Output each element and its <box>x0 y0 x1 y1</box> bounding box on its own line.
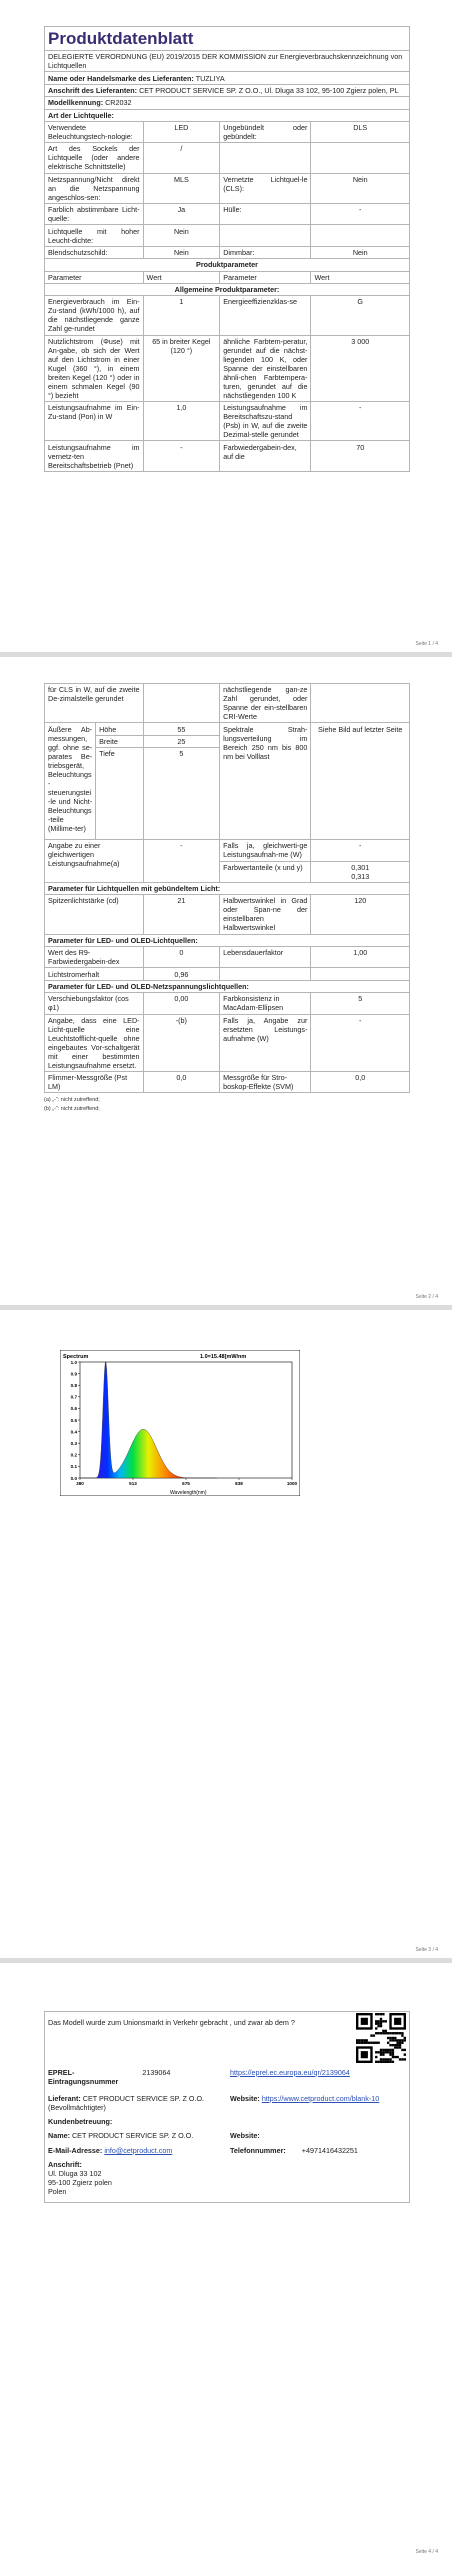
email-link[interactable]: info@cetproduct.com <box>104 2145 173 2155</box>
page-number: Seite 1 / 4 <box>415 640 438 647</box>
width-value: 25 <box>143 735 220 747</box>
row-value: - <box>311 1014 410 1071</box>
footnote-b: (b) „-“: nicht zutreffend; <box>44 1106 100 1113</box>
y-tick-label: 1.0 <box>70 1359 77 1365</box>
lightsource-type-heading: Art der Lichtquelle: <box>45 109 410 121</box>
mains-heading: Parameter für LED- und OLED-Netzspannungslichtquellen: <box>45 980 410 992</box>
supplier-name-row <box>45 72 410 84</box>
table-row <box>45 993 410 1014</box>
regulation-text: DELEGIERTE VERORDNUNG (EU) 2019/2015 DER KOMMISSION zur Energieverbrauchskennzeichnung von Lichtquellen <box>45 51 410 72</box>
row-label: Farblich abstimmbare Licht-quelle: <box>45 204 144 225</box>
row-value: 120 <box>311 895 410 934</box>
address-line: 95-100 Zgierz polen <box>48 2177 112 2187</box>
x-axis-label: Wavelength(nm) <box>170 1490 207 1496</box>
row-label: Netzspannung/Nicht direkt an die Netzspannung angeschlos-sen: <box>45 173 144 203</box>
column-header: Wert <box>311 271 410 283</box>
x-tick-label: 838 <box>235 1481 243 1486</box>
row-value: / <box>143 143 220 173</box>
row-value: 1,0 <box>143 402 220 441</box>
website-label: Website: <box>229 2093 260 2103</box>
page-2 <box>0 657 452 1305</box>
row-label: Farbwiedergabein-dex, auf die <box>220 441 311 471</box>
row-label: ähnliche Farbtem-peratur, gerundet auf die nächst-liegenden 100 K, oder Spanne der einstellbaren ähnli-chen Farbtempera-turen, gerundet auf die nächstliegenden 100 K <box>220 335 311 401</box>
table-row <box>45 225 410 246</box>
table-row <box>45 296 410 335</box>
phone-label: Telefonnummer: <box>229 2145 286 2155</box>
supplier-address-label: Anschrift des Lieferanten: <box>48 85 138 95</box>
name-label: Name: <box>48 2131 70 2141</box>
y-tick-label: 0.1 <box>70 1464 77 1470</box>
supplier-name: TUZLIYA <box>195 73 225 83</box>
table-row <box>45 947 410 968</box>
datasheet-page-2 <box>44 683 410 1114</box>
y-tick-label: 0.8 <box>70 1383 77 1388</box>
table-row <box>45 1014 410 1071</box>
table-row <box>45 246 410 258</box>
y-tick-label: 0.0 <box>70 1475 77 1481</box>
spectrum-chart <box>60 1350 300 1496</box>
row-value: 21 <box>143 895 220 934</box>
chart-title: Spectrum <box>63 1354 89 1360</box>
footnotes <box>44 1096 410 1114</box>
row-label: Falls ja, gleichwerti-ge Leistungsaufnah-me (W) <box>220 840 311 861</box>
eprel-value: 2139064 <box>142 2067 171 2077</box>
height-value: 55 <box>143 723 220 735</box>
website-label-2: Website: <box>229 2131 260 2141</box>
dimensions-label: Äußere Ab-messungen, ggf. ohne se-parates Be-triebsgerät, Beleuchtungs-steuerungstei-le und Nicht-Beleuchtungs-teile (Millime-ter) <box>45 723 96 840</box>
email-label: E-Mail-Adresse: <box>48 2145 103 2155</box>
qr-code <box>326 2012 410 2067</box>
row-value: DLS <box>311 121 410 142</box>
name-value: CET PRODUCT SERVICE SP. Z O.O. <box>71 2131 194 2141</box>
table-row <box>45 840 410 861</box>
row-value: Ja <box>143 204 220 225</box>
eprel-label: EPREL-Eintragungsnummer <box>48 2067 119 2086</box>
x-tick-label: 513 <box>129 1481 137 1486</box>
row-label: Messgröße für Stro-boskop-Effekte (SVM) <box>220 1071 311 1092</box>
depth-label: Tiefe <box>96 748 143 840</box>
chromaticity-y: 0,313 <box>351 871 370 881</box>
model-label: Modellkennung: <box>48 98 104 108</box>
row-value: 0 <box>143 947 220 968</box>
spectral-label: Spektrale Strah-lungsverteilung im Bereich 250 nm bis 800 nm bei Volllast <box>220 723 311 840</box>
page-number: Seite 4 / 4 <box>415 2548 438 2555</box>
width-label: Breite <box>96 735 143 747</box>
equivalent-power-value: - <box>143 840 220 883</box>
table-header-row <box>45 271 410 283</box>
row-label: Blendschutzschild: <box>45 246 144 258</box>
table-row <box>45 335 410 401</box>
table-row <box>45 121 410 142</box>
page-title: Produktdatenblatt <box>44 26 410 50</box>
row-label: Flimmer-Messgröße (Pst LM) <box>45 1071 144 1092</box>
row-label: Verwendete Beleuchtungstech-nologie: <box>45 121 144 142</box>
phone-value: +4971416432251 <box>301 2145 358 2155</box>
row-label: Angabe, dass eine LED-Licht-quelle eine Leuchtstofflicht-quelle ohne eingebautes Vor-schaltgerät mit einer bestimmten Leistungsaufnahme ersetzt. <box>45 1014 144 1071</box>
row-label: Hülle: <box>220 204 311 225</box>
row-label: Verschiebungsfaktor (cos φ1) <box>45 993 144 1014</box>
directional-heading: Parameter für Lichtquellen mit gebündeltem Licht: <box>45 882 410 894</box>
supplier-address: CET PRODUCT SERVICE SP. Z O.O., Ul. Dluga 33 102, 95-100 Zgierz polen, PL <box>139 85 399 95</box>
row-value: 70 <box>311 441 410 471</box>
row-value: 1,00 <box>311 947 410 968</box>
row-label <box>220 225 311 246</box>
row-value: 3 000 <box>311 335 410 401</box>
table-row <box>45 895 410 934</box>
row-value: - <box>143 441 220 471</box>
y-tick-label: 0.5 <box>70 1417 77 1423</box>
row-value: 65 in breiter Kegel (120 °) <box>143 335 220 401</box>
row-label: Leistungsaufnahme im vernetz-ten Bereitschaftsbetrieb (Pnet) <box>45 441 144 471</box>
supplier-name-label: Name oder Handelsmarke des Lieferanten: <box>48 73 194 83</box>
row-value: Nein <box>143 246 220 258</box>
contact-block <box>44 2011 410 2203</box>
table-row <box>45 173 410 203</box>
row-value: 0,96 <box>143 968 220 980</box>
y-tick-label: 0.7 <box>70 1394 77 1400</box>
column-header: Parameter <box>45 271 144 283</box>
table-row <box>45 402 410 441</box>
row-label: Vernetzte Lichtquel-le (CLS): <box>220 173 311 203</box>
row-label: Leistungsaufnahme im Bereitschaftszu-stand (Psb) in W, auf die zweite Dezimal-stelle gerundet <box>220 402 311 441</box>
row-value: - <box>311 402 410 441</box>
row-value: 1 <box>143 296 220 335</box>
address-label: Anschrift: <box>48 2159 82 2169</box>
row-label: Dimmbar: <box>220 246 311 258</box>
row-value: LED <box>143 121 220 142</box>
address-block <box>45 2156 410 2203</box>
model-id: CR2032 <box>105 98 132 108</box>
chromaticity-value <box>311 861 410 882</box>
row-value: Nein <box>311 173 410 203</box>
eprel-link[interactable]: https://eprel.ec.europa.eu/qr/2139064 <box>229 2067 350 2077</box>
row-label: Ungebündelt oder gebündelt: <box>220 121 311 142</box>
row-value: G <box>311 296 410 335</box>
y-tick-label: 0.4 <box>70 1429 77 1435</box>
market-intro: Das Modell wurde zum Unionsmarkt in Verkehr gebracht , und zwar ab dem ? <box>48 2018 295 2027</box>
general-params-heading: Allgemeine Produktparameter: <box>45 283 410 295</box>
row-label: Lichtquelle mit hoher Leucht-dichte: <box>45 225 144 246</box>
row-value: 5 <box>311 993 410 1014</box>
website-link[interactable]: https://www.cetproduct.com/blank-10 <box>261 2093 380 2103</box>
supplier-value: CET PRODUCT SERVICE SP. Z O.O. (Bevollmächtigter) <box>48 2093 205 2112</box>
column-header: Wert <box>143 271 220 283</box>
product-params-heading: Produktparameter <box>45 259 410 271</box>
height-label: Höhe <box>96 723 143 735</box>
row-label <box>220 143 311 173</box>
table-row <box>45 143 410 173</box>
table-row <box>45 968 410 980</box>
row-value: Nein <box>311 246 410 258</box>
row-value: 0,0 <box>311 1071 410 1092</box>
row-value <box>311 225 410 246</box>
chart-legend-scale: 1.0=15.48[mW/nm <box>200 1354 247 1360</box>
row-value: Nein <box>143 225 220 246</box>
page-number: Seite 3 / 4 <box>415 1946 438 1953</box>
row-value: - <box>311 840 410 861</box>
row-label: Nutzlichtstrom (Φuse) mit An-gabe, ob sich der Wert auf den Lichtstrom in einer Kugel (360 °), in einem breiten Kegel (120 °) oder in einem schmalen Kegel (90 °) bezieht <box>45 335 144 401</box>
address-line: Polen <box>48 2186 67 2196</box>
table-row <box>45 441 410 471</box>
row-label: für CLS in W, auf die zweite De-zimalstelle gerundet <box>45 684 144 723</box>
y-tick-label: 0.6 <box>70 1406 77 1412</box>
y-tick-label: 0.3 <box>70 1441 77 1446</box>
page-number: Seite 2 / 4 <box>415 1293 438 1300</box>
x-tick-label: 675 <box>182 1481 190 1486</box>
table-row <box>45 204 410 225</box>
row-label: Wert des R9-Farbwiedergabein-dex <box>45 947 144 968</box>
row-label: Art des Sockels der Lichtquelle (oder andere elektrische Schnittstelle) <box>45 143 144 173</box>
column-header: Parameter <box>220 271 311 283</box>
table-row <box>45 684 410 723</box>
chart-frame <box>60 1350 300 1496</box>
page-1 <box>0 0 452 652</box>
led-heading: Parameter für LED- und OLED-Lichtquellen: <box>45 934 410 946</box>
y-tick-label: 0.9 <box>70 1371 77 1377</box>
spectral-value: Siehe Bild auf letzter Seite <box>311 723 410 840</box>
row-value: -(b) <box>143 1014 220 1071</box>
chromaticity-label: Farbwertanteile (x und y) <box>220 861 311 882</box>
model-row <box>45 97 410 109</box>
qr-code-icon <box>356 2013 406 2063</box>
y-tick-label: 0.2 <box>70 1452 77 1458</box>
row-label: Halbwertswinkel in Grad oder Span-ne der einstellbaren Halbwertswinkel <box>220 895 311 934</box>
row-label: Energieverbrauch im Ein-Zu-stand (kWh/1000 h), auf die nächstliegende ganze Zahl ge-rundet <box>45 296 144 335</box>
row-label: nächstliegende gan-ze Zahl gerundet, oder Spanne der ein-stellbaren CRI-Werte <box>220 684 311 723</box>
x-tick-label: 1000 <box>286 1481 298 1486</box>
row-label: Spitzenlichtstärke (cd) <box>45 895 144 934</box>
page-4 <box>0 1963 452 2560</box>
row-label: Leistungsaufnahme im Ein-Zu-stand (Pon) in W <box>45 402 144 441</box>
row-label: Lebensdauerfaktor <box>220 947 311 968</box>
row-value: 0,0 <box>143 1071 220 1092</box>
address-line: Ul. Dluga 33 102 <box>48 2168 102 2178</box>
row-value: - <box>311 204 410 225</box>
chromaticity-x: 0,301 <box>351 862 370 872</box>
depth-value: 5 <box>143 748 220 840</box>
row-value: 0,00 <box>143 993 220 1014</box>
row-label: Energieeffizienzklas-se <box>220 296 311 335</box>
customer-service-label: Kundenbetreuung: <box>48 2117 113 2127</box>
datasheet-page-1 <box>44 26 410 472</box>
row-label: Farbkonsistenz in MacAdam-Ellipsen <box>220 993 311 1014</box>
table-row <box>45 1071 410 1092</box>
row-label: Lichtstromerhalt <box>45 968 144 980</box>
x-tick-label: 380 <box>76 1481 84 1486</box>
equivalent-power-text: Angabe zu einer gleichwertigen Leistungsaufnahme(a) <box>48 841 120 869</box>
row-label: Falls ja, Angabe zur ersetzten Leistungs-aufnahme (W) <box>220 1014 311 1071</box>
supplier-address-row <box>45 84 410 96</box>
row-value <box>311 143 410 173</box>
row-value: MLS <box>143 173 220 203</box>
equivalent-power-label <box>45 840 144 883</box>
supplier-label: Lieferant: <box>48 2093 81 2103</box>
dimensions-row <box>45 723 410 735</box>
footnote-a: (a) „-“: nicht zutreffend; <box>44 1097 100 1104</box>
